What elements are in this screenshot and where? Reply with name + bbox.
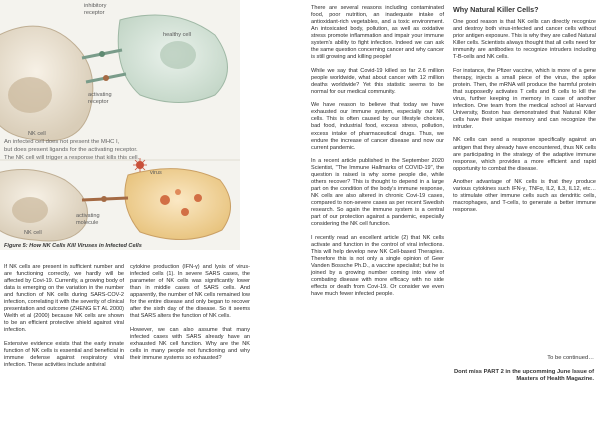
paragraph: One good reason is that NK cells can directly recognize and destroy both virus-infected and cancer cells without prior antigen exposure. This is why they are called Natural Killer cells. Scientists always thought that all cells need for immunity are antibodies to recognize intruders including T-B-cells and NK cells.	[453, 19, 596, 61]
activating-molecule-label: activating molecule	[76, 213, 100, 226]
text-column-bottom-left	[4, 264, 124, 375]
infected-cell	[125, 169, 231, 240]
paragraph: Extensive evidence exists that the early innate function of NK cells is essential and beneficial in immune defense against respiratory viral infection. These activities include antiviral	[4, 340, 124, 368]
figure-caption: Figure 5: How NK Cells Kill Viruses in Infected Cells	[4, 243, 142, 249]
nk-cell-label-top: NK cell	[28, 131, 46, 137]
paragraph: Another advantage of NK cells is that they produce various cytokines such IFN-γ, TNFα, IL2, IL3, IL12, etc… to stimulate other immune cells such as dendritic cells, macrophages, and T-cells, to generate a better immune response.	[453, 179, 596, 214]
nk-cell-label-bottom: NK cell	[24, 230, 42, 236]
nk-cell-figure	[0, 0, 240, 250]
paragraph: In a recent article published in the September 2020 Scientist, "The Immune Hallmarks of COVID-19", the question is raised is why some people die, while others recover? This is thought to depend in a large part on the condition of the body's immune response, NK cells are also altered in chronic Covi-19 cases, compared to non-severe cases as per recent Swedish research. So again the immune system is a central part of our protection against a pandemic, especially considering the NK cell function.	[311, 158, 444, 228]
healthy-cell	[118, 15, 227, 103]
nk-cell-illustration	[0, 0, 240, 250]
nk-cell-bottom	[0, 170, 88, 241]
paragraph: I recently read an excellent article (2) that NK cells activate and function in the control of viral infections. This will help develop new NK Cell-based Therapies. Therefore this is not only a single opinion of Geer Vanden Bossche Ph.D., a vaccine specialist; but he is joined by a growing number coming into view of combating disease with more efficacy with no side effects or death from Covi-19. Or consider we even have much fewer infected people.	[311, 234, 444, 298]
healthy-cell-label: healthy cell	[163, 32, 191, 38]
section-heading: Why Natural Killer Cells?	[453, 5, 539, 14]
paragraph: We have reason to believe that today we have exhausted our immune system, especially our NK cells. This is often caused by our lifestyle choices, bad food, industrial food, excess stress, pollution, excess intake of pharmaceutical drugs. Thus, we endure the increase of cancer disease and now our current pandemic.	[311, 102, 444, 151]
figure-description-3: The NK cell will trigger a response that kills this cell.	[4, 155, 140, 161]
figure-description-1: An infected cell does not present the MHC I,	[4, 139, 120, 145]
paragraph: If NK cells are present in sufficient number and are functioning correctly, we hardly will be affected by Covi-19. Currently, a growing body of data is emerging on the variation in the number and function of NK cells during SARS-COV-2 infection, correlating it with the severity of clinical presentation and outcome (ZHENG ET AL 2000) Welth et al (2000) because NK cells are shown to be an efficient protective shield against viral infection.	[4, 264, 124, 334]
virus-label: virus	[150, 170, 162, 176]
paragraph: However, we can also assume that many infected cases with SARS already have an exhausted NK cell function. Why are the NK cells in many people not functioning and why their immune systems so exhausted?	[130, 326, 250, 361]
text-column-bottom-middle	[130, 264, 250, 368]
part2-note: Dont miss PART 2 in the upcomming June Issue of Masters of Health Magazine.	[454, 369, 594, 383]
text-column-right	[453, 5, 596, 221]
continued-note: To be continued…	[547, 355, 594, 361]
paragraph: There are several reasons including contaminated food, poor nutrition, an inadequate intake of antioxidant-rich vegetables, and a toxic environment. An intoxicated body, pollution, as well as oxidative stress promote inflammation and impair your immune system's ability to fight infection. Indeed we can ask the same question concerning cancer and why cancer is still growing and killing people!	[311, 5, 444, 61]
paragraph: cytokine production (IFN-γ) and lysis of virus-infected cells (1). In severe SARS cases, the parameter of NK cells was significantly lower than in middle cases of SARS cells. And apparently, the number of NK cells remained low for the entire disease and only began to recover after the sixth day of the disease. So it seems that SARS alters the function of NK cells.	[130, 264, 250, 320]
activating-receptor-label: activating receptor	[88, 92, 112, 105]
figure-description-2: but does present ligands for the activating receptor.	[4, 147, 138, 153]
nk-cell-top	[0, 26, 93, 140]
inhibitory-receptor-label: inhibitory receptor	[84, 3, 107, 16]
paragraph: While we say that Covid-19 killed so far 2.6 million people worldwide, what about cancer with 12 million deaths worldwide? Yet this statistic seems to be normal for our medical community.	[311, 67, 444, 95]
paragraph: For instance, the Pfizer vaccine, which is more of a gene therapy, injects a small piece of the virus, the spike protein. Then, the mRNA will produce the harmful protein that supposedly activates T cells and B cells to kill the virus, further keeping in memory in case of another infection. One team from the medical school at Harvard University, Boston has demonstrated that Natural Killer cells have their unique memory and can recognize the intruder.	[453, 67, 596, 131]
paragraph: NK cells can send a response specifically against an antigen that they already have encountered, thus NK cells are participating in the strategy of the adaptive immune response, which provides a more efficient and rapid opportunity to combat the disease.	[453, 137, 596, 172]
activating-bridge	[82, 196, 128, 202]
text-column-middle	[311, 5, 444, 305]
